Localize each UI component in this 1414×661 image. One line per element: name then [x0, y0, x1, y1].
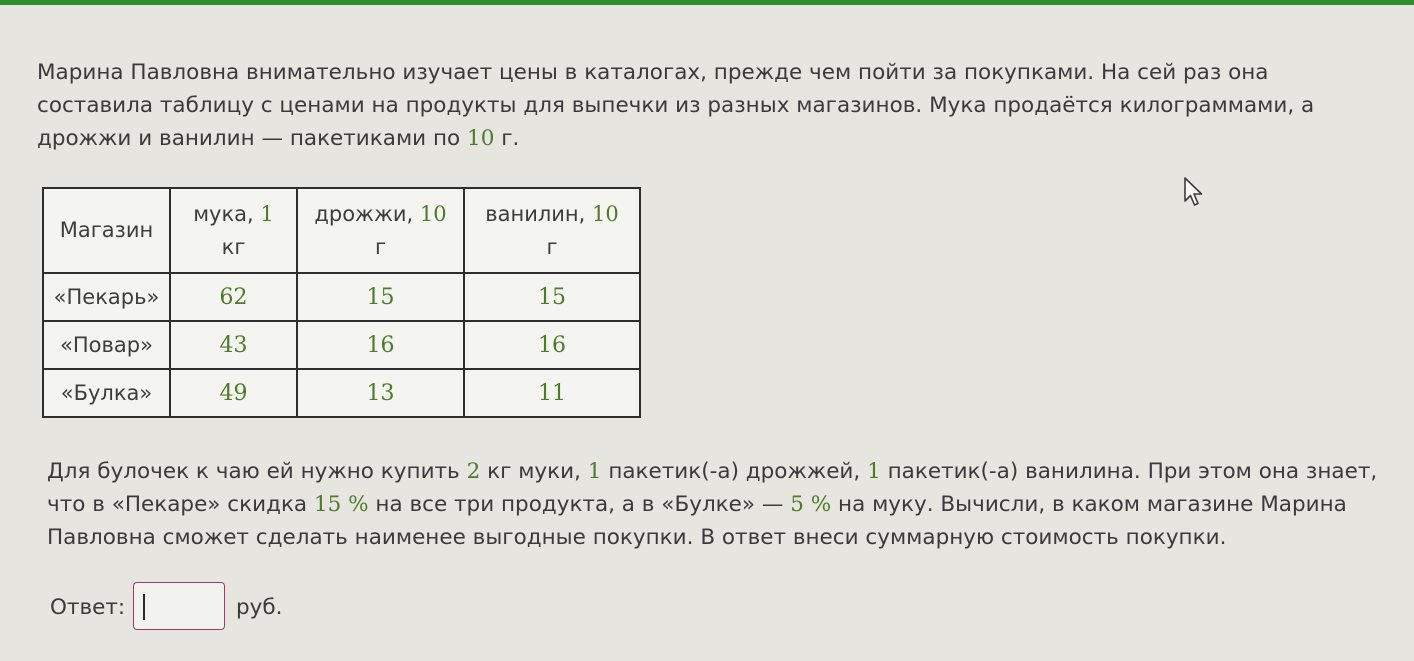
answer-label: Ответ:	[50, 595, 126, 620]
header-flour-label: мука,	[193, 201, 261, 226]
header-vanillin-qty: 10	[592, 201, 619, 226]
vanillin-price: 11	[464, 369, 640, 417]
header-shop	[43, 188, 170, 273]
flour-price: 43	[170, 321, 297, 369]
header-vanillin-unit: г	[546, 234, 558, 259]
header-vanillin-label: ванилин,	[485, 201, 593, 226]
task-text-part: на все три продукта, а в «Булке» —	[368, 492, 791, 517]
task-text-part: пакетик(-а) дрожжей,	[601, 459, 868, 484]
header-vanillin	[464, 188, 640, 273]
task-number: 1	[867, 459, 881, 484]
yeast-price: 13	[297, 369, 464, 417]
task-text-part: кг муки,	[480, 459, 588, 484]
task-text-part: на муку. Вычисли, в каком магазине Марина Павловна сможет сделать наименее выгодные покупки. В ответ внеси суммарную стоимость покупки.	[47, 492, 1347, 550]
task-number: 5 %	[790, 492, 832, 517]
answer-input[interactable]	[133, 582, 225, 630]
header-flour-qty: 1	[260, 201, 274, 226]
answer-unit-label: руб.	[236, 595, 283, 620]
problem-intro-text	[37, 56, 1377, 155]
shop-name: «Повар»	[43, 321, 170, 369]
yeast-price: 16	[297, 321, 464, 369]
table-header-row	[43, 188, 640, 273]
yeast-price: 15	[297, 273, 464, 321]
shop-name: «Пекарь»	[43, 273, 170, 321]
intro-text-part-1: Марина Павловна внимательно изучает цены в каталогах, прежде чем пойти за покупками. На сей раз она составила таблицу с ценами на продукты для выпечки из разных магазинов. Мука продаётся килограммами, а дрожжи и ванилин — пакетиками по	[37, 60, 1315, 151]
task-text	[47, 455, 1387, 554]
header-yeast	[297, 188, 464, 273]
vanillin-price: 16	[464, 321, 640, 369]
text-caret	[143, 594, 145, 620]
header-shop-label: Магазин	[59, 218, 154, 242]
flour-price: 62	[170, 273, 297, 321]
task-number: 2	[466, 459, 481, 484]
header-flour	[170, 188, 297, 273]
header-yeast-unit: г	[374, 234, 387, 259]
shop-name: «Булка»	[43, 369, 170, 417]
flour-price: 49	[170, 369, 297, 417]
task-number: 15 %	[313, 492, 369, 517]
task-text-part: пакетик(-а) ванилина. При этом она знает, что в «Пекаре» скидка	[47, 459, 1378, 517]
table-row	[43, 369, 640, 417]
task-number: 1	[587, 459, 602, 484]
header-flour-unit: кг	[221, 234, 246, 259]
header-yeast-qty: 10	[419, 201, 447, 226]
table-row	[43, 273, 640, 321]
intro-text-part-2: г.	[494, 126, 520, 151]
price-table	[42, 187, 641, 418]
table-row	[43, 321, 640, 369]
header-yeast-label: дрожжи,	[314, 201, 420, 226]
intro-number: 10	[467, 126, 495, 151]
top-accent-bar	[0, 0, 1414, 5]
vanillin-price: 15	[464, 273, 640, 321]
task-text-part: Для булочек к чаю ей нужно купить	[47, 459, 467, 484]
mouse-pointer-icon	[1183, 177, 1205, 207]
